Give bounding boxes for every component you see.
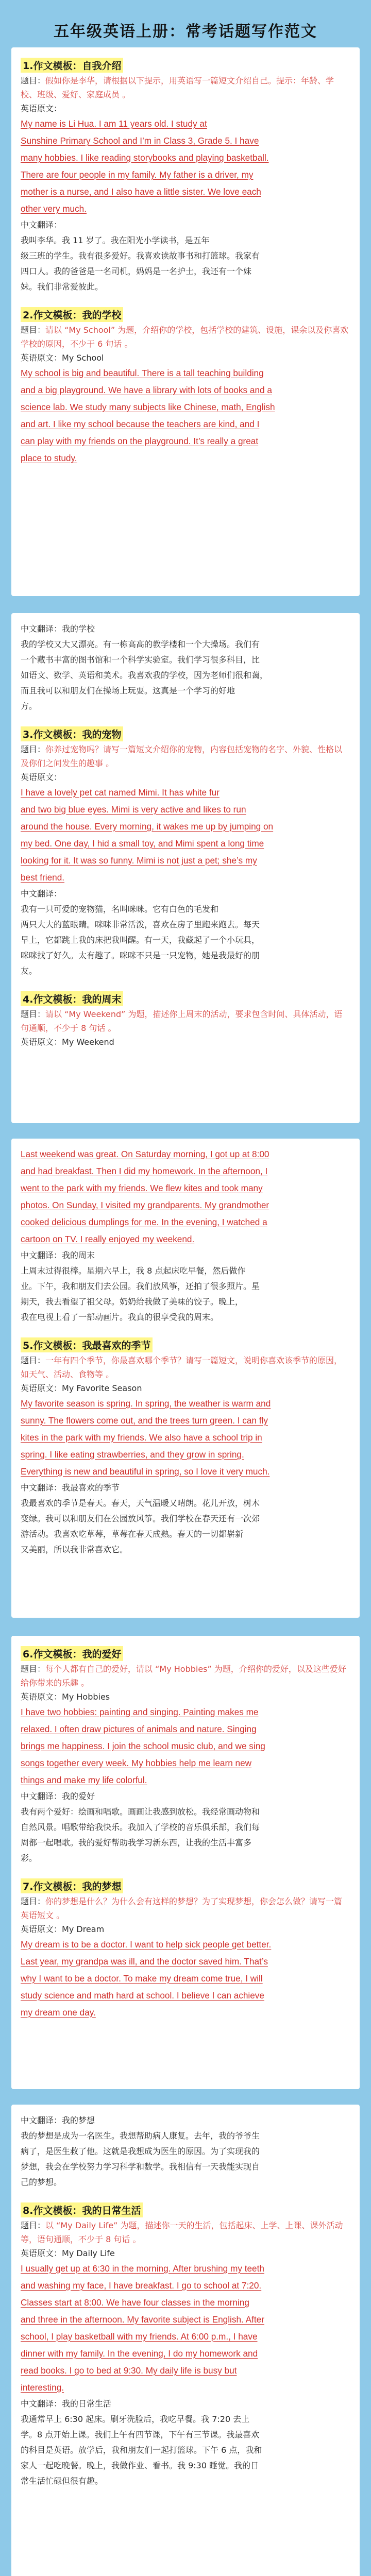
chinese-line: 彩。	[21, 1853, 38, 1863]
chinese-line: 变绿。我可以和朋友们在公园放风筝。我们学校在春天还有一次郊	[21, 1514, 260, 1523]
prompt-label: 题目：	[21, 325, 46, 335]
chinese-line: 友。	[21, 966, 38, 976]
chinese-line: 我的梦想是成为一名医生。我想帮助病人康复。去年，我的爷爷生	[21, 2131, 260, 2141]
english-label: 英语原文：	[21, 1924, 62, 1934]
english-line: I have two hobbies: painting and singing. Painting makes me	[21, 1707, 259, 1717]
prompt-text: 每个人都有自己的爱好，请以 “My Hobbies” 为题，介绍你的爱好，以及这些爱好给你带来的乐趣 。	[21, 1664, 346, 1688]
chinese-line: 上周末过得很棒。星期六早上，我 8 点起床吃早餐，然后做作	[21, 1266, 246, 1276]
english-title: My Weekend	[62, 1037, 114, 1047]
english-line: science lab. We study many subjects like Chinese, math, English	[21, 402, 275, 412]
section-heading: 2.作文模板：我的学校	[21, 307, 123, 322]
card-1	[11, 47, 360, 596]
chinese-line: 方。	[21, 701, 38, 711]
chinese-label: 中文翻译：	[21, 1250, 62, 1260]
english-title: My School	[62, 353, 104, 363]
chinese-line: 我有一只可爱的宠物猫，名叫咪咪。它有白色的毛发和	[21, 904, 219, 914]
english-line: photos. On Sunday, I visited my grandparents. My grandmother	[21, 1200, 269, 1210]
english-line: cooked delicious dumplings for me. In the evening, I watched a	[21, 1217, 267, 1227]
chinese-line: 两只大大的蓝眼睛。咪咪非常活泼，喜欢在房子里跑来跑去。每天	[21, 920, 260, 929]
chinese-line: 业。下午，我和朋友们去公园。我们放风筝，还拍了很多照片。星	[21, 1281, 260, 1291]
english-line: things and make my life colorful.	[21, 1775, 147, 1785]
english-line: and a big playground. We have a library with lots of books and a	[21, 385, 272, 395]
card-4	[11, 1636, 360, 2089]
english-line: school, I play basketball with my friends. At 6:00 p.m., I have	[21, 2331, 258, 2342]
english-line: brings me happiness. I join the school music club, and we sing	[21, 1741, 265, 1751]
prompt-text: 你的梦想是什么？为什么会有这样的梦想？为了实现梦想，你会怎么做？请写一篇英语短文 。	[21, 1896, 343, 1920]
chinese-title: 我的日常生活	[62, 2399, 112, 2409]
english-line: My favorite season is spring. In spring, the weather is warm and	[21, 1398, 271, 1409]
english-line: I have a lovely pet cat named Mimi. It has white fur	[21, 787, 220, 798]
english-line: went to the park with my friends. We flew kites and took many	[21, 1183, 263, 1193]
english-line: Everything is new and beautiful in spring, so I love it very much.	[21, 1466, 270, 1477]
english-title: My Hobbies	[62, 1692, 110, 1702]
english-label: 英语原文：	[21, 1037, 62, 1047]
section-heading: 5.作文模板：我最喜欢的季节	[21, 1337, 153, 1352]
chinese-line: 的科目是英语。放学后，我和朋友们一起打篮球。下午 6 点，我和	[21, 2445, 262, 2455]
english-line: cartoon on TV. I really enjoyed my weekend.	[21, 1234, 195, 1244]
page-title: 五年级英语上册：常考话题写作范文	[54, 23, 317, 41]
chinese-line: 己的梦想。	[21, 2177, 62, 2187]
english-line: spring. I like eating strawberries, and they grow in spring.	[21, 1449, 244, 1460]
english-label: 英语原文：	[21, 1383, 62, 1393]
english-line: my dream one day.	[21, 2007, 96, 2018]
section-heading: 8.作文模板：我的日常生活	[21, 2202, 143, 2217]
english-line: why I want to be a doctor. To make my dream come true, I will	[21, 1973, 263, 1984]
english-label: 英语原文：	[21, 1692, 62, 1702]
chinese-line: 梦想，我会在学校努力学习科学和数学。我相信有一天我能实现自	[21, 2162, 260, 2172]
chinese-line: 妹。我们非常爱彼此。	[21, 282, 104, 292]
english-line: study science and math hard at school. I believe I can achieve	[21, 1990, 264, 2001]
chinese-line: 而且我可以和朋友们在操场上玩耍。这真是一个学习的好地	[21, 686, 235, 696]
card-3	[11, 1139, 360, 1618]
section-heading: 6.作文模板：我的爱好	[21, 1646, 123, 1661]
english-line: relaxed. I often draw pictures of animals and nature. Singing	[21, 1724, 257, 1734]
prompt-text: 请以 “My Weekend” 为题，描述你上周末的活动，要求包含时间、具体活动，语句通顺，不少于 8 句话 。	[21, 1009, 343, 1033]
prompt-label: 题目：	[21, 744, 46, 754]
english-line: and art. I like my school because the teachers are kind, and I	[21, 419, 260, 429]
chinese-line: 常生活忙碌但很有趣。	[21, 2476, 104, 2486]
chinese-line: 早上，它都跳上我的床把我叫醒。有一天，我藏起了一个小玩具，	[21, 935, 260, 945]
chinese-line: 游活动。我喜欢吃草莓，草莓在春天成熟。春天的一切都崭新	[21, 1529, 244, 1539]
english-line: sunny. The flowers come out, and the trees turn green. I can fly	[21, 1415, 268, 1426]
english-line: Last year, my grandpa was ill, and the doctor saved him. That’s	[21, 1956, 268, 1967]
chinese-label: 中文翻译：	[21, 1791, 62, 1801]
chinese-line: 我在电视上看了一部动画片。我真的很享受我的周末。	[21, 1312, 219, 1322]
prompt-text: 假如你是李华，请根据以下提示，用英语写一篇短文介绍自己。提示：年龄、学校、班级、爱好、家庭成员 。	[21, 76, 334, 99]
english-line: kites in the park with my friends. We also have a school trip in	[21, 1432, 262, 1443]
english-line: My name is Li Hua. I am 11 years old. I study at	[21, 118, 207, 129]
chinese-line: 我的学校又大又漂亮。有一栋高高的教学楼和一个大操场。我们有	[21, 639, 260, 649]
english-line: around the house. Every morning, it wakes me up by jumping on	[21, 821, 274, 832]
chinese-title: 我最喜欢的季节	[62, 1483, 120, 1493]
chinese-line: 期天，我去看望了祖父母。奶奶给我做了美味的饺子。晚上，	[21, 1297, 244, 1307]
chinese-label: 中文翻译：	[21, 2115, 62, 2125]
section-heading: 1.作文模板：自我介绍	[21, 58, 123, 73]
chinese-line: 自然风景。唱歌带给我快乐。我加入了学校的音乐俱乐部，我们每	[21, 1822, 260, 1832]
prompt-text: 你养过宠物吗？请写一篇短文介绍你的宠物，内容包括宠物的名字、外貌、性格以及你们之间发生的趣事 。	[21, 744, 343, 768]
chinese-label: 中文翻译：	[21, 889, 62, 899]
english-line: place to study.	[21, 453, 77, 463]
english-line: mother is a nurse, and I also have a little sister. We love each	[21, 187, 261, 197]
english-line: Classes start at 8:00. We have four classes in the morning	[21, 2297, 249, 2308]
english-line: many hobbies. I like reading storybooks and playing basketball.	[21, 152, 269, 163]
chinese-line: 家人一起吃晚餐。晚上，我做作业、看书。我 9:30 睡觉。我的日	[21, 2461, 259, 2470]
english-line: and two big blue eyes. Mimi is very active and likes to run	[21, 804, 246, 815]
english-title: My Daily Life	[62, 2248, 115, 2258]
english-line: and washing my face, I have breakfast. I go to school at 7:20.	[21, 2280, 262, 2291]
chinese-line: 周都一起唱歌。我的爱好帮助我学习新东西，让我的生活丰富多	[21, 1838, 252, 1848]
english-line: My school is big and beautiful. There is a tall teaching building	[21, 368, 264, 378]
english-line: and had breakfast. Then I did my homework. In the afternoon, I	[21, 1166, 268, 1176]
english-line: best friend.	[21, 872, 65, 883]
chinese-line: 我有两个爱好：绘画和唱歌。画画让我感到放松。我经常画动物和	[21, 1807, 260, 1817]
english-line: looking for it. It was so funny. Mimi is not just a pet; she’s my	[21, 855, 257, 866]
prompt-label: 题目：	[21, 76, 46, 86]
english-label: 英语原文：	[21, 772, 62, 782]
english-line: Sunshine Primary School and I’m in Class 3, Grade 5. I have	[21, 135, 259, 146]
chinese-line: 咪咪找了好久。太有趣了。咪咪不只是一只宠物，她是我最好的朋	[21, 951, 260, 960]
section-heading: 7.作文模板：我的梦想	[21, 1878, 123, 1893]
chinese-label: 中文翻译：	[21, 1483, 62, 1493]
chinese-label: 中文翻译：	[21, 220, 62, 230]
english-line: and three in the afternoon. My favorite subject is English. After	[21, 2314, 264, 2325]
chinese-label: 中文翻译：	[21, 2399, 62, 2409]
section-heading: 4.作文模板：我的周末	[21, 991, 123, 1006]
chinese-line: 病了，是医生救了他。这就是我想成为医生的原因。为了实现我的	[21, 2146, 260, 2156]
chinese-line: 我叫李华。我 11 岁了。我在阳光小学读书，是五年	[21, 235, 210, 245]
chinese-title: 我的学校	[62, 624, 95, 634]
english-line: read books. I go to bed at 9:30. My daily life is busy but	[21, 2365, 237, 2376]
chinese-label: 中文翻译：	[21, 624, 62, 634]
english-line: My dream is to be a doctor. I want to help sick people get better.	[21, 1939, 272, 1950]
english-label: 英语原文：	[21, 2248, 62, 2258]
english-line: other very much.	[21, 204, 87, 214]
english-title: My Dream	[62, 1924, 105, 1934]
chinese-line: 我最喜欢的季节是春天。春天，天气温暖又晴朗。花儿开放，树木	[21, 1498, 260, 1508]
chinese-line: 级三班的学生。我有很多爱好。我喜欢读故事书和打篮球。我家有	[21, 251, 260, 261]
english-line: Last weekend was great. On Saturday morning, I got up at 8:00	[21, 1149, 269, 1159]
english-line: I usually get up at 6:30 in the morning. After brushing my teeth	[21, 2263, 264, 2274]
english-line: interesting.	[21, 2382, 64, 2393]
prompt-text: 一年有四个季节，你最喜欢哪个季节？请写一篇短文，说明你喜欢该季节的原因，如天气、活动、食物等 。	[21, 1355, 343, 1379]
prompt-label: 题目：	[21, 1664, 46, 1674]
prompt-label: 题目：	[21, 2221, 46, 2230]
chinese-title: 我的爱好	[62, 1791, 95, 1801]
english-label: 英语原文：	[21, 104, 62, 113]
chinese-line: 如语文、数学、英语和美术。我喜欢我的学校，因为老师们很和蔼，	[21, 670, 268, 680]
chinese-title: 我的周末	[62, 1250, 95, 1260]
english-title: My Favorite Season	[62, 1383, 142, 1393]
card-2	[11, 613, 360, 1123]
english-line: my bed. One day, I hid a small toy, and Mimi spent a long time	[21, 838, 264, 849]
chinese-line: 又美丽，所以我非常喜欢它。	[21, 1545, 128, 1554]
chinese-line: 一个藏书丰富的图书馆和一个科学实验室。我们学习很多科目，比	[21, 655, 260, 665]
prompt-text: 请以 “My School” 为题，介绍你的学校，包括学校的建筑、设施，课余以及你喜欢学校的原因，不少于 6 句话 。	[21, 325, 349, 349]
chinese-line: 四口人。我的爸爸是一名司机，妈妈是一名护士，我还有一个妹	[21, 266, 252, 276]
chinese-line: 我通常早上 6:30 起床。刷牙洗脸后，我吃早餐。我 7:20 去上	[21, 2414, 250, 2424]
english-line: dinner with my family. In the evening, I do my homework and	[21, 2348, 258, 2359]
english-label: 英语原文：	[21, 353, 62, 363]
prompt-label: 题目：	[21, 1355, 46, 1365]
english-line: songs together every week. My hobbies help me learn new	[21, 1758, 252, 1768]
chinese-title: 我的梦想	[62, 2115, 95, 2125]
section-heading: 3.作文模板：我的宠物	[21, 726, 123, 741]
prompt-label: 题目：	[21, 1896, 46, 1906]
prompt-text: 以 “My Daily Life” 为题，描述你一天的生活，包括起床、上学、上课、课外活动等，语句通顺，不少于 8 句话 。	[21, 2221, 343, 2244]
english-line: There are four people in my family. My father is a driver, my	[21, 170, 254, 180]
prompt-label: 题目：	[21, 1009, 46, 1019]
chinese-line: 学。8 点开始上课。我们上午有四节课，下午有三节课。我最喜欢	[21, 2430, 260, 2439]
card-5	[11, 2105, 360, 2576]
english-line: can play with my friends on the playground. It’s really a great	[21, 436, 259, 446]
